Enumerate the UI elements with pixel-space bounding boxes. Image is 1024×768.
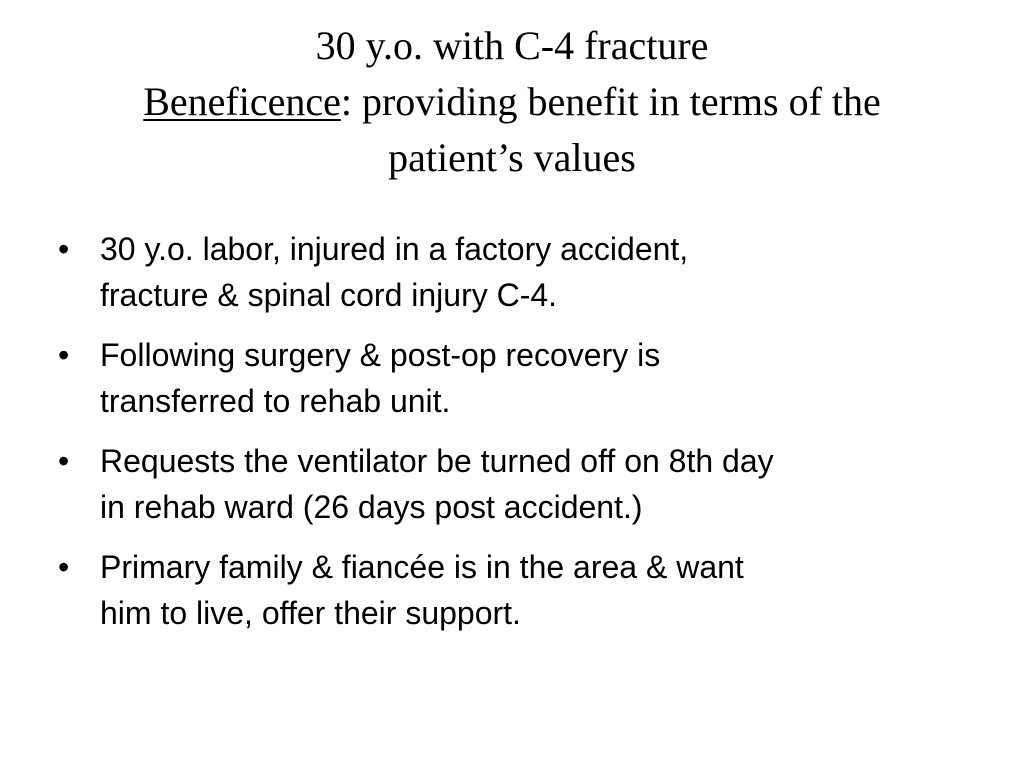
bullet-text-line: in rehab ward (26 days post accident.) [100, 489, 643, 525]
title-line-2-rest: : providing benefit in terms of the [340, 79, 881, 124]
title-line-1: 30 y.o. with C-4 fracture [315, 23, 709, 68]
bullet-item [58, 544, 958, 636]
bullet-text-line: Primary family & fiancée is in the area & want [100, 549, 744, 585]
bullet-dot: • [58, 231, 70, 267]
slide-title [60, 18, 964, 186]
bullet-text-line: transferred to rehab unit. [100, 383, 451, 419]
bullet-text-line: Following surgery & post-op recovery is [100, 337, 661, 373]
title-line-2 [60, 74, 964, 130]
bullet-item [58, 226, 958, 318]
bullet-text-line: fracture & spinal cord injury C-4. [100, 277, 558, 313]
bullet-item [58, 438, 958, 530]
bullet-text-line: 30 y.o. labor, injured in a factory accident, [100, 231, 689, 267]
bullet-dot: • [58, 549, 70, 585]
bullet-text-line: Requests the ventilator be turned off on 8th day [100, 443, 774, 479]
title-term-beneficence: Beneficence [143, 79, 341, 124]
bullet-text-line: him to live, offer their support. [100, 595, 521, 631]
bullet-list [58, 226, 958, 650]
bullet-item [58, 332, 958, 424]
title-line-3: patient’s values [388, 135, 636, 180]
bullet-dot: • [58, 337, 70, 373]
bullet-dot: • [58, 443, 70, 479]
